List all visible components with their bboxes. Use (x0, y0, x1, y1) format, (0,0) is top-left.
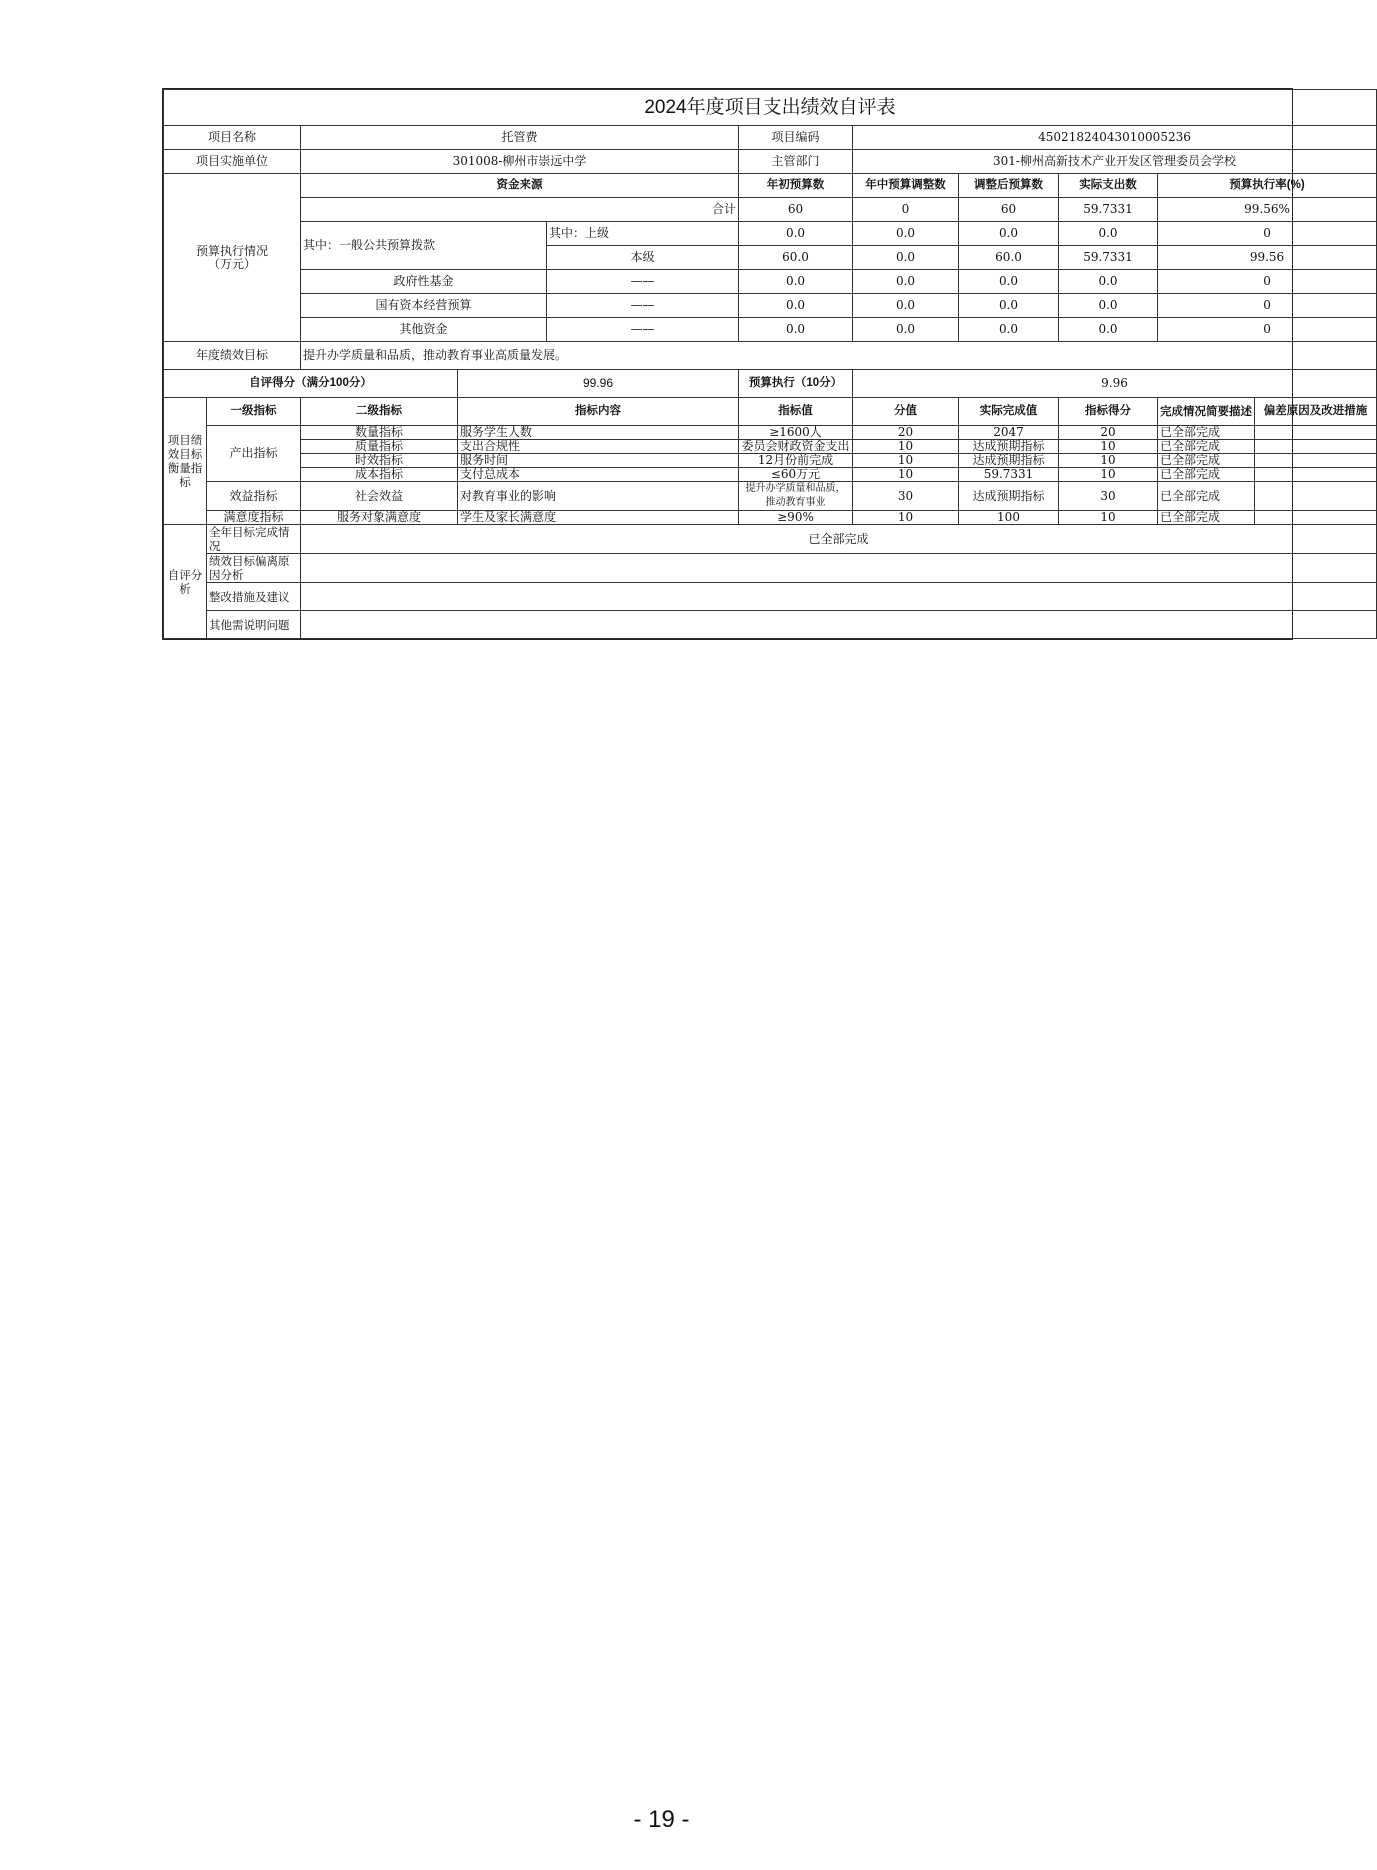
budget-exec-score-label: 预算执行（10分） (739, 370, 853, 398)
state-capital-initial: 0.0 (739, 294, 853, 318)
budget-section-label-line1: 预算执行情况 (195, 243, 268, 258)
indicator-deviation (1255, 511, 1377, 525)
indicator-status: 已全部完成 (1158, 440, 1255, 454)
budget-section-label (164, 174, 301, 342)
ind-header-status: 完成情况简要描述 (1158, 398, 1255, 426)
ind-header-weight: 分值 (853, 398, 959, 426)
other-fund-rate: 0 (1158, 318, 1377, 342)
indicator-actual: 达成预期指标 (959, 454, 1059, 468)
upper-rate: 0 (1158, 222, 1377, 246)
local-adjusted: 60.0 (959, 246, 1059, 270)
indicator-target: 委员会财政资金支出 (739, 440, 853, 454)
ind-header-level1: 一级指标 (207, 398, 301, 426)
indicator-target: 提升办学质量和品质，推动教育事业 (739, 482, 853, 511)
gov-fund-label: 政府性基金 (301, 270, 547, 294)
indicator-status: 已全部完成 (1158, 482, 1255, 511)
indicator-target: ≤60万元 (739, 468, 853, 482)
budget-exec-score-value: 9.96 (853, 370, 1377, 398)
ind-header-content: 指标内容 (458, 398, 739, 426)
department-value: 301-柳州高新技术产业开发区管理委员会学校 (853, 150, 1377, 174)
implementing-unit-value: 301008-柳州市崇远中学 (301, 150, 739, 174)
gov-fund-adjusted: 0.0 (959, 270, 1059, 294)
gov-fund-initial: 0.0 (739, 270, 853, 294)
ind-header-score: 指标得分 (1059, 398, 1158, 426)
upper-adjusted: 0.0 (959, 222, 1059, 246)
indicator-level2: 社会效益 (301, 482, 458, 511)
page-number: - 19 - (633, 1806, 690, 1833)
output-indicator-label: 产出指标 (207, 426, 301, 482)
indicator-level2: 质量指标 (301, 440, 458, 454)
indicator-score: 30 (1059, 482, 1158, 511)
total-actual: 59.7331 (1059, 198, 1158, 222)
gov-fund-adjust: 0.0 (853, 270, 959, 294)
ind-header-actual: 实际完成值 (959, 398, 1059, 426)
general-budget-label: 其中：一般公共预算拨款 (301, 222, 547, 270)
local-initial: 60.0 (739, 246, 853, 270)
other-fund-dash: —— (547, 318, 739, 342)
indicator-weight: 10 (853, 511, 959, 525)
indicator-score: 10 (1059, 511, 1158, 525)
indicator-section-label: 项目绩效目标衡量指标 (164, 398, 207, 525)
ind-header-level2: 二级指标 (301, 398, 458, 426)
local-actual: 59.7331 (1059, 246, 1158, 270)
annual-goal-value: 提升办学质量和品质，推动教育事业高质量发展。 (301, 342, 1377, 370)
project-code-value: 45021824043010005236 (853, 126, 1377, 150)
state-capital-rate: 0 (1158, 294, 1377, 318)
analysis-item-value (301, 583, 1377, 611)
other-fund-adjusted: 0.0 (959, 318, 1059, 342)
indicator-deviation (1255, 468, 1377, 482)
indicator-content: 支出合规性 (458, 440, 739, 454)
gov-fund-dash: —— (547, 270, 739, 294)
indicator-weight: 10 (853, 454, 959, 468)
indicator-content: 对教育事业的影响 (458, 482, 739, 511)
indicator-deviation (1255, 440, 1377, 454)
total-label: 合计 (301, 198, 739, 222)
ind-header-deviation: 偏差原因及改进措施 (1255, 398, 1377, 426)
indicator-target: ≥90% (739, 511, 853, 525)
state-capital-label: 国有资本经营预算 (301, 294, 547, 318)
upper-actual: 0.0 (1059, 222, 1158, 246)
indicator-weight: 20 (853, 426, 959, 440)
state-capital-adjust: 0.0 (853, 294, 959, 318)
col-header-midyear-adjust: 年中预算调整数 (853, 174, 959, 198)
indicator-score: 20 (1059, 426, 1158, 440)
state-capital-adjusted: 0.0 (959, 294, 1059, 318)
indicator-target: 12月份前完成 (739, 454, 853, 468)
analysis-item-label: 其他需说明问题 (207, 611, 301, 639)
indicator-deviation (1255, 426, 1377, 440)
department-label: 主管部门 (739, 150, 853, 174)
analysis-item-value (301, 611, 1377, 639)
upper-initial: 0.0 (739, 222, 853, 246)
indicator-content: 服务学生人数 (458, 426, 739, 440)
other-fund-adjust: 0.0 (853, 318, 959, 342)
col-header-exec-rate: 预算执行率(%) (1158, 174, 1377, 198)
indicator-score: 10 (1059, 440, 1158, 454)
analysis-item-value (301, 554, 1377, 583)
indicator-level2: 数量指标 (301, 426, 458, 440)
total-adjusted: 60 (959, 198, 1059, 222)
ind-header-target: 指标值 (739, 398, 853, 426)
state-capital-dash: —— (547, 294, 739, 318)
benefit-indicator-label: 效益指标 (207, 482, 301, 511)
indicator-actual: 100 (959, 511, 1059, 525)
indicator-status: 已全部完成 (1158, 454, 1255, 468)
self-score-value: 99.96 (458, 370, 739, 398)
total-adjust: 0 (853, 198, 959, 222)
indicator-status: 已全部完成 (1158, 468, 1255, 482)
indicator-content: 学生及家长满意度 (458, 511, 739, 525)
gov-fund-actual: 0.0 (1059, 270, 1158, 294)
analysis-item-value: 已全部完成 (301, 525, 1377, 554)
col-header-initial-budget: 年初预算数 (739, 174, 853, 198)
indicator-score: 10 (1059, 454, 1158, 468)
project-name-label: 项目名称 (164, 126, 301, 150)
upper-level-label: 其中：上级 (547, 222, 739, 246)
budget-section-label-line2: （万元） (207, 256, 256, 271)
indicator-actual: 达成预期指标 (959, 482, 1059, 511)
total-initial: 60 (739, 198, 853, 222)
other-fund-label: 其他资金 (301, 318, 547, 342)
state-capital-actual: 0.0 (1059, 294, 1158, 318)
local-level-label: 本级 (547, 246, 739, 270)
self-score-label: 自评得分（满分100分） (164, 370, 458, 398)
local-rate: 99.56 (1158, 246, 1377, 270)
upper-adjust: 0.0 (853, 222, 959, 246)
indicator-deviation (1255, 482, 1377, 511)
indicator-level2: 成本指标 (301, 468, 458, 482)
gov-fund-rate: 0 (1158, 270, 1377, 294)
table-title: 2024年度项目支出绩效自评表 (164, 90, 1377, 126)
indicator-actual: 达成预期指标 (959, 440, 1059, 454)
indicator-level2: 服务对象满意度 (301, 511, 458, 525)
indicator-actual: 2047 (959, 426, 1059, 440)
performance-evaluation-table (162, 88, 1368, 640)
col-header-adjusted-budget: 调整后预算数 (959, 174, 1059, 198)
indicator-deviation (1255, 454, 1377, 468)
indicator-content: 支付总成本 (458, 468, 739, 482)
local-adjust: 0.0 (853, 246, 959, 270)
analysis-item-label: 绩效目标偏离原因分析 (207, 554, 301, 583)
analysis-item-label: 全年目标完成情况 (207, 525, 301, 554)
implementing-unit-label: 项目实施单位 (164, 150, 301, 174)
indicator-weight: 10 (853, 468, 959, 482)
satisfaction-indicator-label: 满意度指标 (207, 511, 301, 525)
col-header-actual-spend: 实际支出数 (1059, 174, 1158, 198)
indicator-target: ≥1600人 (739, 426, 853, 440)
indicator-level2: 时效指标 (301, 454, 458, 468)
indicator-content: 服务时间 (458, 454, 739, 468)
other-fund-actual: 0.0 (1059, 318, 1158, 342)
project-code-label: 项目编码 (739, 126, 853, 150)
other-fund-initial: 0.0 (739, 318, 853, 342)
self-analysis-label: 自评分析 (164, 525, 207, 639)
indicator-status: 已全部完成 (1158, 511, 1255, 525)
annual-goal-label: 年度绩效目标 (164, 342, 301, 370)
indicator-actual: 59.7331 (959, 468, 1059, 482)
indicator-weight: 30 (853, 482, 959, 511)
indicator-status: 已全部完成 (1158, 426, 1255, 440)
col-header-fund-source: 资金来源 (301, 174, 739, 198)
analysis-item-label: 整改措施及建议 (207, 583, 301, 611)
project-name-value: 托管费 (301, 126, 739, 150)
indicator-score: 10 (1059, 468, 1158, 482)
indicator-weight: 10 (853, 440, 959, 454)
total-rate: 99.56% (1158, 198, 1377, 222)
